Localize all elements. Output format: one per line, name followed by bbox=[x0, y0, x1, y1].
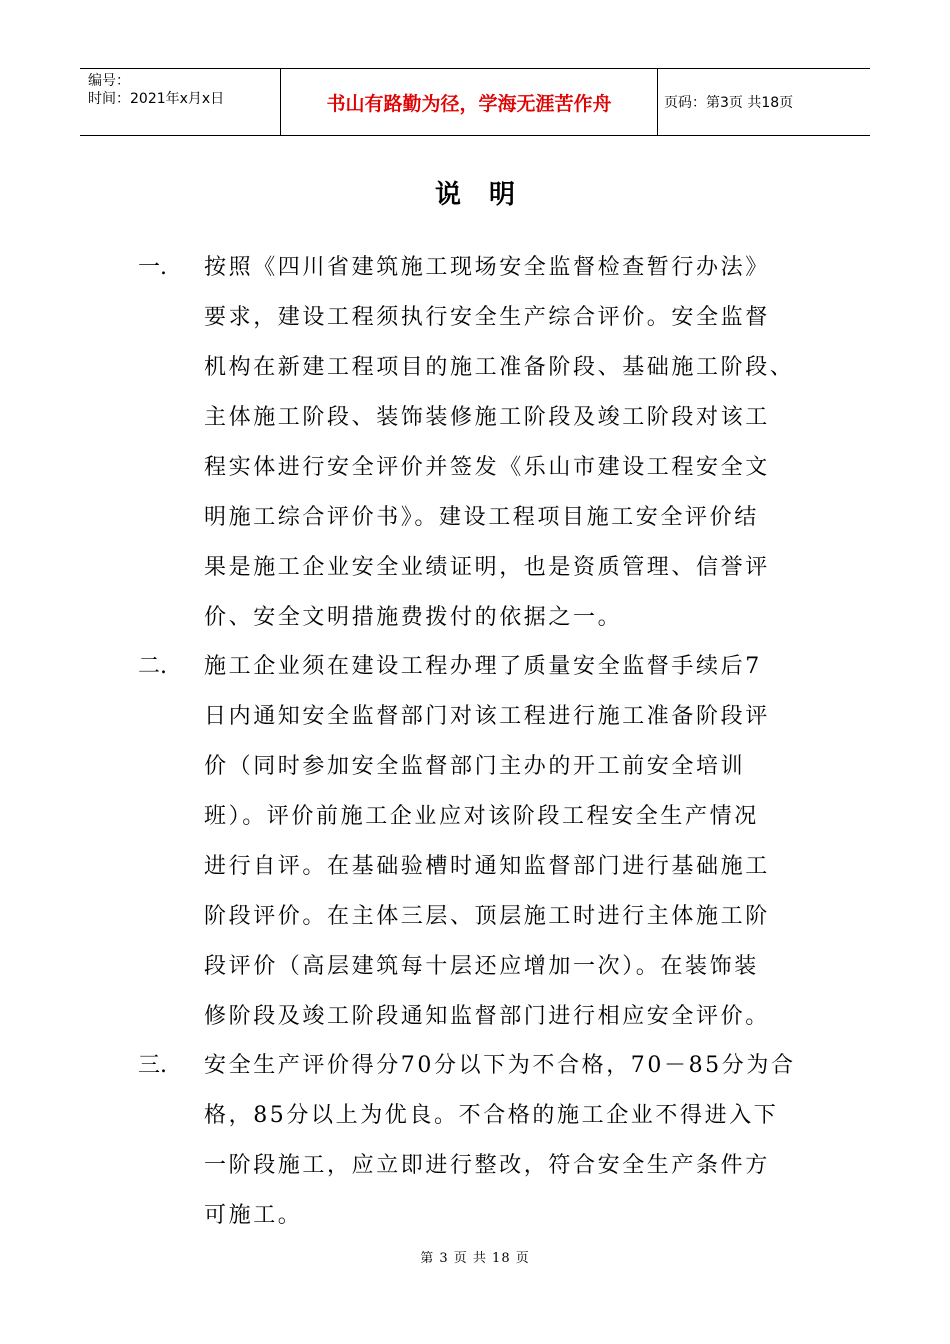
paragraph-line: 一阶段施工，应立即进行整改，符合安全生产条件方 bbox=[204, 1153, 770, 1178]
section-number: 二. bbox=[138, 654, 167, 679]
paragraph-line: 果是施工企业安全业绩证明，也是资质管理、信誉评 bbox=[204, 555, 770, 580]
header-meta bbox=[80, 69, 281, 135]
paragraph-line: 价（同时参加安全监督部门主办的开工前安全培训 bbox=[204, 754, 746, 779]
page-header bbox=[80, 68, 870, 136]
paragraph-line: 阶段评价。在主体三层、顶层施工时进行主体施工阶 bbox=[204, 904, 770, 929]
paragraph-line: 要求，建设工程须执行安全生产综合评价。安全监督 bbox=[204, 305, 770, 330]
paragraph-line: 明施工综合评价书》。建设工程项目施工安全评价结 bbox=[204, 505, 759, 530]
header-page-label: 页码：第3页 共18页 bbox=[664, 95, 794, 111]
paragraph-line: 机构在新建工程项目的施工准备阶段、基础施工阶段、 bbox=[204, 355, 795, 380]
paragraph-line: 安全生产评价得分70分以下为不合格，70－85分为合 bbox=[204, 1053, 796, 1078]
paragraph-line: 主体施工阶段、装饰装修施工阶段及竣工阶段对该工 bbox=[204, 405, 770, 430]
section-2 bbox=[138, 642, 838, 1042]
header-motto: 书山有路勤为径，学海无涯苦作舟 bbox=[281, 69, 658, 135]
section-number: 一. bbox=[138, 255, 167, 280]
paragraph-line: 程实体进行安全评价并签发《乐山市建设工程安全文 bbox=[204, 455, 770, 480]
document-title: 说明 bbox=[434, 180, 543, 210]
section-number: 三. bbox=[138, 1053, 167, 1078]
paragraph-line: 可施工。 bbox=[204, 1203, 303, 1228]
paragraph-line: 日内通知安全监督部门对该工程进行施工准备阶段评 bbox=[204, 704, 770, 729]
code-label: 编号： bbox=[88, 73, 130, 89]
section-1 bbox=[138, 243, 838, 643]
paragraph-line: 按照《四川省建筑施工现场安全监督检查暂行办法》 bbox=[204, 255, 770, 280]
paragraph-line: 修阶段及竣工阶段通知监督部门进行相应安全评价。 bbox=[204, 1004, 770, 1029]
paragraph-line: 施工企业须在建设工程办理了质量安全监督手续后7 bbox=[204, 654, 762, 679]
page-footer: 第 3 页 共 18 页 bbox=[420, 1251, 530, 1266]
paragraph-line: 价、安全文明措施费拨付的依据之一。 bbox=[204, 605, 623, 630]
section-3 bbox=[138, 1041, 838, 1241]
paragraph-line: 进行自评。在基础验槽时通知监督部门进行基础施工 bbox=[204, 854, 770, 879]
paragraph-line: 格，85分以上为优良。不合格的施工企业不得进入下 bbox=[204, 1103, 779, 1128]
time-label: 时间：2021年x月x日 bbox=[88, 91, 225, 107]
paragraph-line: 段评价（高层建筑每十层还应增加一次）。在装饰装 bbox=[204, 954, 759, 979]
paragraph-line: 班）。评价前施工企业应对该阶段工程安全生产情况 bbox=[204, 804, 759, 829]
